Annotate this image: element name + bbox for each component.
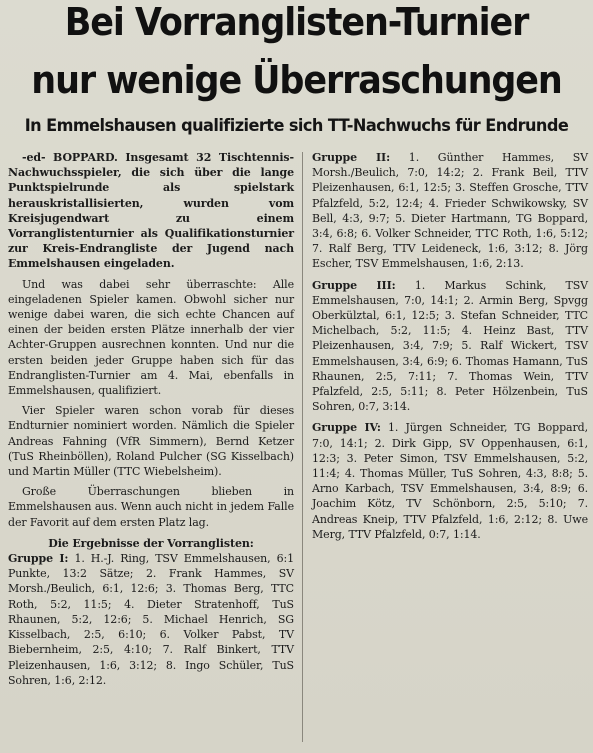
right-column — [312, 150, 588, 548]
lead-paragraph — [8, 150, 294, 272]
group-4-text: 1. Jürgen Schneider, TG Boppard, 7:0, 14:1; 2. Dirk Gipp, SV Oppenhausen, 6:1, 12:3; 3. Peter Simon, TSV Emmelshausen, 5:2, 11:4; 4. Thomas Müller, TuS Sohren, 4:3, 8:8; 5. Arno Karbach, TSV Emmelshausen, 3:4, 8:9; 6. Joachim Kötz, TV Schönborn, 2:5, 5:10; 7. Andreas Kneip, TTV Pfalzfeld, 1:6, 2:12; 8. Uwe Merg, TTV Pfalzfeld, 0:7, 1:14. — [312, 421, 588, 541]
results-heading: Die Ergebnisse der Vorranglisten: — [48, 536, 254, 550]
group-1-name: Gruppe I: — [8, 552, 69, 566]
headline-line-2: nur wenige Überraschungen — [31, 58, 562, 102]
group-2-text: 1. Günther Hammes, SV Morsh./Beulich, 7:0, 14:2; 2. Frank Beil, TTV Pleizenhausen, 6:1, 12:5; 3. Steffen Grosche, TTV Pfalzfeld, 5:2, 12:4; 4. Frieder Schwikowsky, SV Bell, 4:3, 9:7; 5. Dieter Hartmann, TG Boppard, 3:4, 6:8; 6. Volker Schneider, TTC Roth, 1:6, 5:12; 7. Ralf Berg, TTV Leideneck, 1:6, 3:12; 8. Jörg Escher, TSV Emmelshausen, 1:6, 2:13. — [312, 151, 589, 271]
group-3-text: 1. Markus Schink, TSV Emmelshausen, 7:0, 14:1; 2. Armin Berg, Spvgg Oberkülztal, 6:1, 12:5; 3. Stefan Schneider, TTC Michelbach, 5:2, 11:5; 4. Heinz Bast, TTV Pleizenhausen, 3:4, 7:9; 5. Ralf Wickert, TSV Emmelshausen, 3:4, 6:9; 6. Thomas Hamann, TuS Rhaunen, 2:5, 7:11; 7. Thomas Wein, TTV Pfalzfeld, 2:5, 5:11; 8. Peter Hölzenbein, TuS Sohren, 0:7, 3:14. — [312, 278, 588, 414]
group-2-results — [312, 150, 588, 272]
group-1-text: 1. H.-J. Ring, TSV Emmelshausen, 6:1 Punkte, 13:2 Sätze; 2. Frank Hammes, SV Morsh./Beulich, 6:1, 12:6; 3. Thomas Berg, TTC Roth, 5:2, 11:5; 4. Dieter Stratenhoff, TuS Rhaunen, 5:2, 12:6; 5. Michael Henrich, SG Kisselbach, 2:5, 6:10; 6. Volker Pabst, TV Biebernheim, 2:5, 4:10; 7. Ralf Binkert, TTV Pleizenhausen, 1:6, 3:12; 8. Ingo Schüler, TuS Sohren, 1:6, 2:12. — [8, 552, 294, 687]
subheadline: In Emmelshausen qualifizierte sich TT-Nachwuchs für Endrunde — [24, 116, 569, 136]
group-4-name: Gruppe IV: — [312, 421, 381, 435]
group-3-results — [312, 278, 588, 415]
paragraph-2: Und was dabei sehr überraschte: Alle eingeladenen Spieler kamen. Obwohl sicher nur wenige dabei waren, die sich echte Chancen auf einen der beiden ersten Plätze innerhalb der vier Achter-Gruppen ausrechnen konnten. Und nur die ersten beiden jeder Gruppe haben sich für das Endranglisten-Turnier am 4. Mai, ebenfalls in Emmelshausen, qualifiziert. — [8, 277, 294, 398]
headline-line-1: Bei Vorranglisten-Turnier — [64, 0, 529, 44]
group-4-results — [312, 420, 588, 542]
lead-text: Insgesamt 32 Tischtennis-Nachwuchsspieler, die sich über die lange Punktspielrunde als spielstark herauskristallisierten, wurden vom Kreisjugendwart zu einem Vorranglistenturnier als Qualifikationsturnier zur Kreis-Endrangliste der Jugend nach Emmelshausen eingeladen. — [8, 151, 294, 271]
paragraph-4: Große Überraschungen blieben in Emmelshausen aus. Wenn auch nicht in jedem Falle der Favorit auf dem ersten Platz lag. — [8, 485, 294, 529]
paragraph-3: Vier Spieler waren schon vorab für dieses Endturnier nominiert worden. Nämlich die Spieler Andreas Fahning (VfR Simmern), Bernd Ketzer (TuS Rheinböllen), Roland Pulcher (SG Kisselbach) und Martin Müller (TTC Wiebelsheim). — [8, 404, 294, 479]
group-3-name: Gruppe III: — [312, 278, 396, 292]
dateline: -ed- BOPPARD. — [22, 151, 118, 164]
group-2-name: Gruppe II: — [312, 151, 391, 164]
left-column — [8, 150, 294, 694]
group-1-results — [8, 551, 294, 688]
column-divider — [302, 152, 303, 742]
